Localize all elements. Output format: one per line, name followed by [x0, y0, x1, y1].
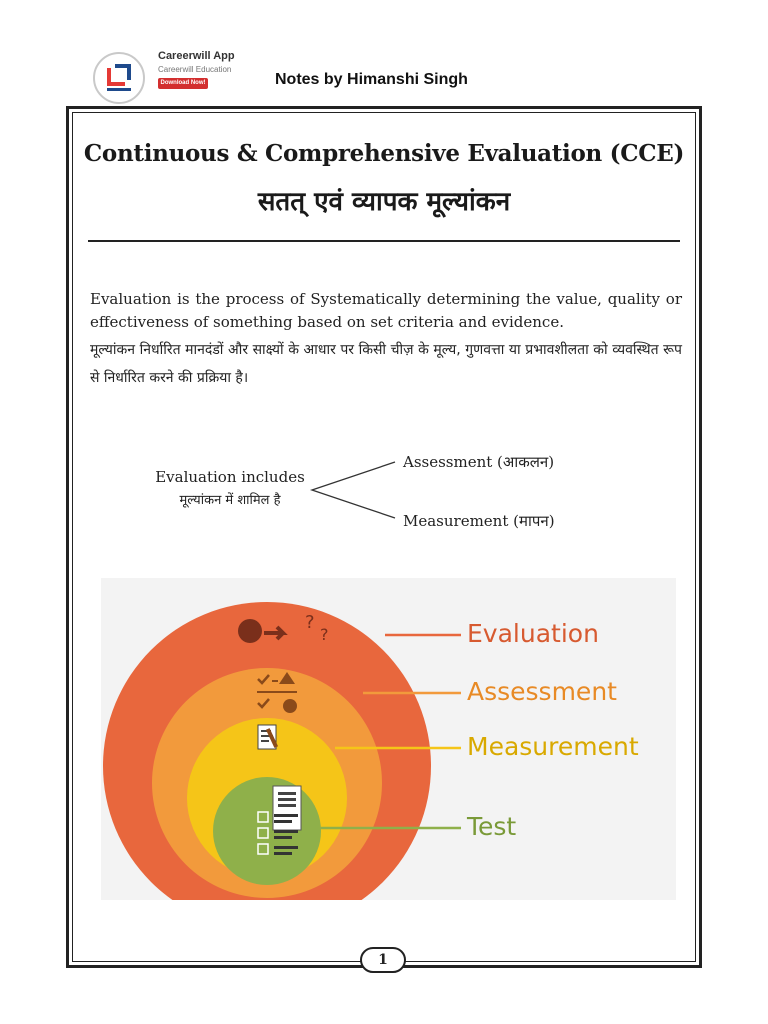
evaluation-includes-hindi: मूल्यांकन में शामिल है	[179, 493, 281, 508]
diagram-label-evaluation: Evaluation	[467, 619, 599, 648]
careerwill-logo-icon	[93, 52, 145, 104]
evaluation-includes-english: Evaluation includes	[155, 468, 305, 486]
diagram-label-assessment: Assessment	[467, 677, 617, 706]
app-subtitle: Careerwill Education	[158, 65, 232, 74]
page-number: 1	[360, 947, 406, 973]
title-divider	[88, 240, 680, 242]
title-english: Continuous & Comprehensive Evaluation (CCE)	[83, 140, 685, 167]
measurement-label: Measurement (मापन)	[403, 512, 555, 530]
title-hindi: सतत् एवं व्यापक मूल्यांकन	[257, 187, 511, 217]
page-header	[0, 0, 768, 110]
diagram-label-test: Test	[467, 812, 517, 841]
diagram-label-measurement: Measurement	[467, 732, 639, 761]
download-now-button[interactable]: Download Now! ⬇	[158, 78, 208, 89]
svg-text:?: ?	[320, 625, 329, 644]
definition-hindi: मूल्यांकन निर्धारित मानदंडों और साक्ष्यों के आधार पर किसी चीज़ के मूल्य, गुणवत्ता या प्रभावशीलता को व्यवस्थित रूप से निर्धारित करने की प्रक्रिया है।	[90, 342, 682, 386]
definition-english: Evaluation is the process of Systematically determining the value, quality or effectiveness of something based on set criteria and evidence.	[90, 290, 682, 331]
svg-text:?: ?	[305, 612, 315, 633]
ruler-document-icon	[258, 725, 278, 749]
test-circle	[213, 777, 321, 885]
author-credit: Notes by Himanshi Singh	[275, 71, 468, 88]
app-name: Careerwill App	[158, 50, 235, 62]
evaluation-nested-diagram	[101, 578, 676, 900]
assessment-label: Assessment (आकलन)	[403, 453, 555, 471]
